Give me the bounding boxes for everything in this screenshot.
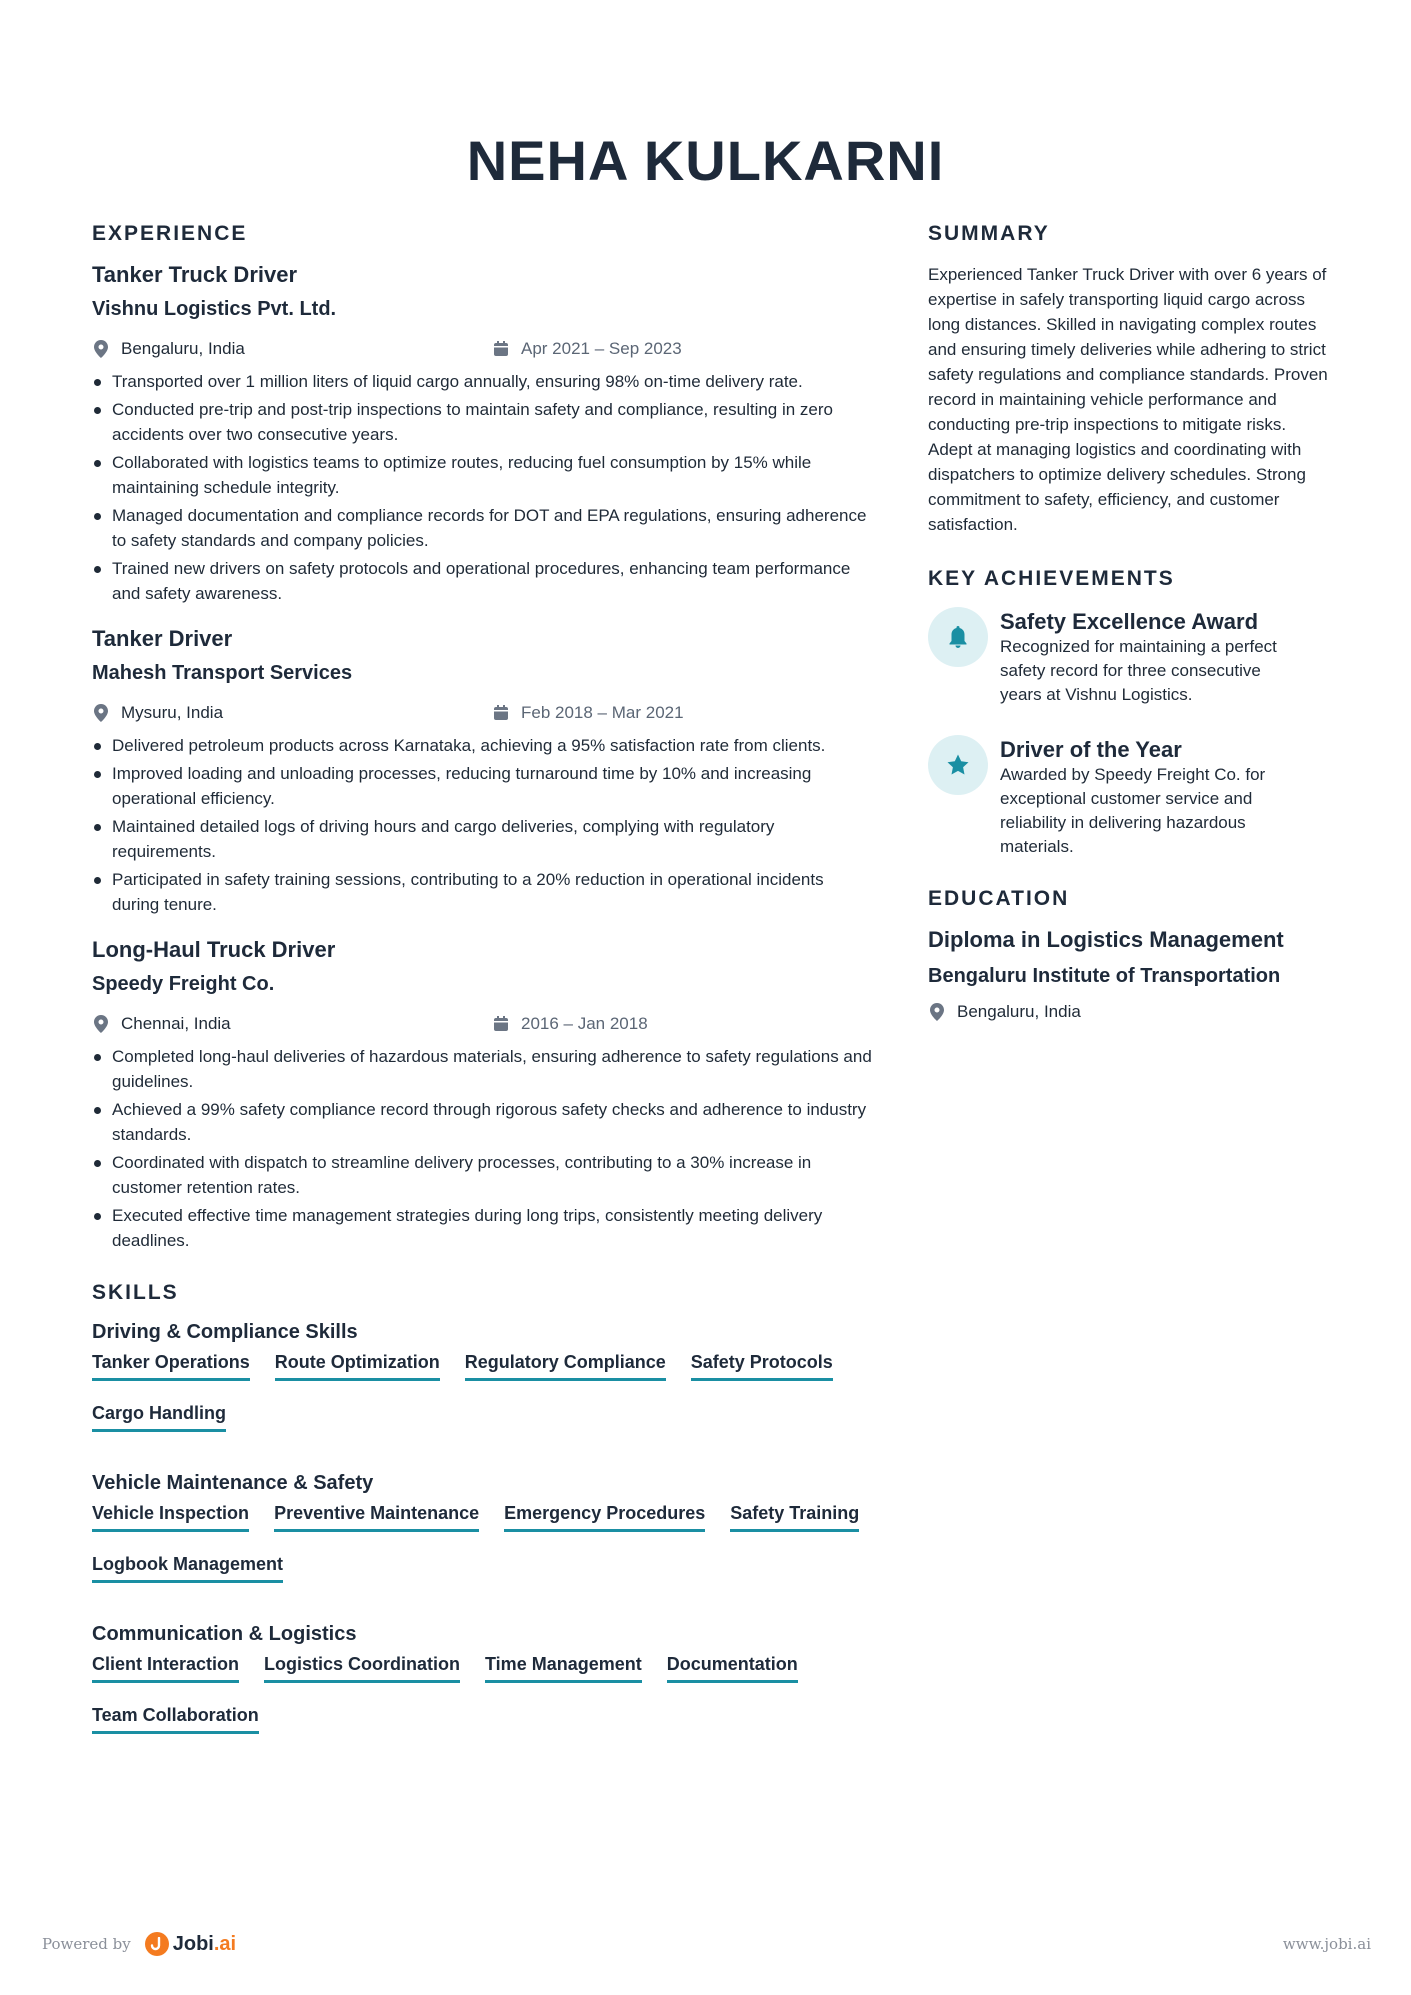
skill-tag: Logbook Management — [92, 1554, 283, 1583]
job-dates — [492, 703, 684, 723]
job-location — [92, 339, 492, 359]
achievement-desc: Recognized for maintaining a perfect safety record for three consecutive years at Vishnu Logistics. — [1000, 637, 1277, 704]
job-dates-text: 2016 – Jan 2018 — [521, 1014, 648, 1033]
achievement-title: Safety Excellence Award — [1000, 609, 1259, 634]
skill-tags — [92, 1352, 892, 1454]
job-bullets — [92, 1044, 872, 1253]
star-icon — [928, 735, 988, 795]
jobi-logo-text — [173, 1933, 236, 1956]
job-location-text: Chennai, India — [121, 1014, 231, 1033]
calendar-icon — [492, 340, 510, 358]
skill-tag: Documentation — [667, 1654, 798, 1683]
education-degree: Diploma in Logistics Management — [928, 927, 1284, 952]
job-dates — [492, 1014, 648, 1034]
job-bullet: Transported over 1 million liters of liquid cargo annually, ensuring 98% on-time delivery rate. — [92, 369, 872, 394]
job-entry — [92, 626, 872, 917]
skill-tag: Emergency Procedures — [504, 1503, 705, 1532]
skill-tags — [92, 1503, 892, 1605]
job-bullet: Participated in safety training sessions, contributing to a 20% reduction in operational incidents during tenure. — [92, 867, 872, 917]
job-entry — [92, 937, 872, 1253]
job-location — [92, 703, 492, 723]
jobi-logo-main: Jobi — [172, 1932, 214, 1955]
skill-group-title: Vehicle Maintenance & Safety — [92, 1472, 374, 1494]
achievement-item — [928, 735, 1328, 859]
job-company: Speedy Freight Co. — [92, 973, 275, 995]
education-location — [928, 1002, 1328, 1022]
achievement-title: Driver of the Year — [1000, 737, 1182, 762]
resume-name: NEHA KULKARNI — [466, 129, 945, 192]
job-dates-text: Apr 2021 – Sep 2023 — [521, 339, 682, 358]
calendar-icon — [492, 1015, 510, 1033]
skill-tag: Logistics Coordination — [264, 1654, 460, 1683]
skill-tag: Vehicle Inspection — [92, 1503, 249, 1532]
job-title: Tanker Driver — [92, 626, 233, 651]
location-pin-icon — [928, 1003, 946, 1021]
job-meta — [92, 339, 872, 359]
skill-group-title: Driving & Compliance Skills — [92, 1321, 358, 1343]
skill-group — [92, 1623, 872, 1756]
job-entry — [92, 262, 872, 606]
skills-section — [92, 1281, 872, 1756]
jobi-logo[interactable] — [145, 1932, 236, 1956]
summary-heading: SUMMARY — [928, 222, 1050, 245]
skill-tag: Client Interaction — [92, 1654, 239, 1683]
job-dates-text: Feb 2018 – Mar 2021 — [521, 703, 684, 722]
skill-group-title: Communication & Logistics — [92, 1623, 357, 1645]
jobi-logo-ai: .ai — [213, 1932, 237, 1955]
job-bullet: Managed documentation and compliance records for DOT and EPA regulations, ensuring adherence to safety standards and company policies. — [92, 503, 872, 553]
job-bullet: Improved loading and unloading processes, reducing turnaround time by 10% and increasing operational efficiency. — [92, 761, 872, 811]
achievement-body — [1000, 735, 1300, 859]
location-pin-icon — [92, 1015, 110, 1033]
footer-website[interactable]: www.jobi.ai — [1282, 1935, 1371, 1953]
skill-tag: Team Collaboration — [92, 1705, 259, 1734]
job-dates — [492, 339, 682, 359]
skill-tag: Safety Training — [730, 1503, 859, 1532]
job-company: Vishnu Logistics Pvt. Ltd. — [92, 298, 337, 320]
skill-tag: Time Management — [485, 1654, 642, 1683]
job-location-text: Bengaluru, India — [121, 339, 245, 358]
bell-icon — [928, 607, 988, 667]
skills-heading: SKILLS — [92, 1281, 179, 1304]
achievements-heading: KEY ACHIEVEMENTS — [928, 567, 1175, 590]
skill-tag: Cargo Handling — [92, 1403, 226, 1432]
job-bullet: Achieved a 99% safety compliance record through rigorous safety checks and adherence to industry standards. — [92, 1097, 872, 1147]
achievement-body — [1000, 607, 1300, 707]
skill-tag: Route Optimization — [275, 1352, 440, 1381]
job-bullet: Coordinated with dispatch to streamline delivery processes, contributing to a 30% increase in customer retention rates. — [92, 1150, 872, 1200]
skill-group — [92, 1472, 872, 1605]
education-heading: EDUCATION — [928, 887, 1070, 910]
job-bullets — [92, 369, 872, 606]
education-location-text: Bengaluru, India — [957, 1002, 1081, 1021]
skill-tag: Tanker Operations — [92, 1352, 250, 1381]
jobi-logo-icon — [145, 1932, 169, 1956]
job-bullets — [92, 733, 872, 917]
powered-by-text: Powered by — [42, 1935, 131, 1953]
skill-group — [92, 1321, 872, 1454]
job-title: Tanker Truck Driver — [92, 262, 298, 287]
job-bullet: Delivered petroleum products across Karnataka, achieving a 95% satisfaction rate from clients. — [92, 733, 872, 758]
job-bullet: Completed long-haul deliveries of hazardous materials, ensuring adherence to safety regulations and guidelines. — [92, 1044, 872, 1094]
job-company: Mahesh Transport Services — [92, 662, 353, 684]
achievement-desc: Awarded by Speedy Freight Co. for exceptional customer service and reliability in delivering hazardous materials. — [1000, 765, 1266, 856]
achievement-item — [928, 607, 1328, 707]
job-meta — [92, 1014, 872, 1034]
calendar-icon — [492, 704, 510, 722]
skill-tag: Regulatory Compliance — [465, 1352, 666, 1381]
location-pin-icon — [92, 704, 110, 722]
footer-powered-by — [42, 1932, 236, 1956]
location-pin-icon — [92, 340, 110, 358]
job-location-text: Mysuru, India — [121, 703, 224, 722]
job-bullet: Trained new drivers on safety protocols and operational procedures, enhancing team performance and safety awareness. — [92, 556, 872, 606]
job-bullet: Conducted pre-trip and post-trip inspections to maintain safety and compliance, resulting in zero accidents over two consecutive years. — [92, 397, 872, 447]
job-meta — [92, 703, 872, 723]
skill-tag: Safety Protocols — [691, 1352, 833, 1381]
job-location — [92, 1014, 492, 1034]
right-column — [928, 222, 1328, 1022]
job-bullet: Maintained detailed logs of driving hours and cargo deliveries, complying with regulatory requirements. — [92, 814, 872, 864]
job-title: Long-Haul Truck Driver — [92, 937, 336, 962]
skill-tag: Preventive Maintenance — [274, 1503, 479, 1532]
left-column — [92, 222, 872, 1774]
job-bullet: Collaborated with logistics teams to optimize routes, reducing fuel consumption by 15% while maintaining schedule integrity. — [92, 450, 872, 500]
education-school: Bengaluru Institute of Transportation — [928, 965, 1281, 987]
job-bullet: Executed effective time management strategies during long trips, consistently meeting delivery deadlines. — [92, 1203, 872, 1253]
summary-text: Experienced Tanker Truck Driver with over 6 years of expertise in safely transporting liquid cargo across long distances. Skilled in navigating complex routes and ensuring timely deliveries while adhering to strict safety regulations and compliance standards. Proven record in maintaining vehicle performance and conducting pre-trip inspections to mitigate risks. Adept at managing logistics and coordinating with dispatchers to optimize delivery schedules. Strong commitment to safety, efficiency, and customer satisfaction. — [928, 265, 1328, 534]
experience-heading: EXPERIENCE — [92, 222, 248, 245]
skill-tags — [92, 1654, 892, 1756]
